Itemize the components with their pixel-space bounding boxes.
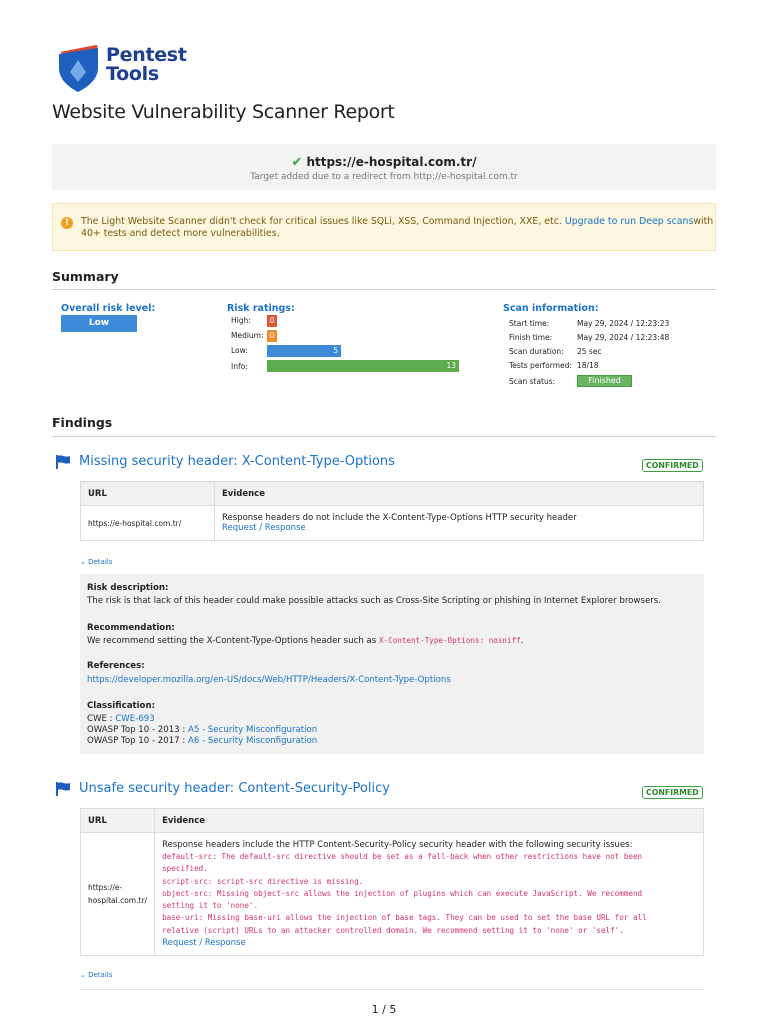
owasp-2017-link[interactable]: A6 - Security Misconfiguration [188,736,318,746]
finding-1-evidence [215,506,704,541]
scan-status-label: Scan status: [509,377,556,386]
csp-issue-line: setting it to 'none'. [162,901,259,911]
rating-info-label: Info: [231,362,248,371]
rating-high-label: High: [231,316,251,325]
rating-low-label: Low: [231,346,248,355]
upgrade-link[interactable]: Upgrade to run Deep scans [564,216,694,227]
evidence-column-header: Evidence [155,809,704,833]
scan-info-label: Scan information: [503,303,599,314]
chevron-down-icon: ⌄ [80,971,86,979]
overall-risk-label: Overall risk level: [61,303,156,314]
rating-info-bar: 13 [267,360,459,372]
finding-1-details-toggle[interactable]: ⌄ Details [80,558,113,566]
checkmark-icon: ✔ [291,155,303,170]
finding-1-evidence-table [80,481,704,541]
finding-2-evidence-table [80,808,704,956]
chevron-down-icon: ⌄ [80,558,86,566]
shield-logo-icon [56,42,102,92]
cwe-link[interactable]: CWE-693 [115,714,155,724]
reference-link[interactable]: https://developer.mozilla.org/en-US/docs/Web/HTTP/Headers/X-Content-Type-Options [87,675,451,685]
risk-description-heading: Risk description: [87,583,169,593]
flag-icon [55,782,71,796]
owasp-2013-label: OWASP Top 10 - 2013 : [87,725,186,735]
scan-duration-value: 25 sec [577,347,602,356]
finding-1-request-response-link[interactable]: Request / Response [222,523,306,533]
target-url: https://e-hospital.com.tr/ [306,155,477,169]
csp-issue-line: relative (script) URLs to an attacker controlled domain. We recommend setting it to 'none' or 'self'. [162,925,624,935]
finding-1-details-panel: Risk description: The risk is that lack of this header could make possible attacks such as Cross-Site Scripting or phishing in Internet Explorer browsers. Recommendation: We recommend setting the X-Content-Type-Options header such as X-Content-Type-Options: nosniff. References: https://developer.mozilla.org/en-US/docs/Web/HTTP/Headers/X-Content-Type-Options Classification: CWE : CWE-693 OWASP Top 10 - 2013 : A5 - Security Misconfiguration OWASP Top 10 - 2017 : A6 - Security Misconfiguration [80,574,704,754]
cwe-label: CWE : [87,714,113,724]
finding-1-url[interactable]: https://e-hospital.com.tr/ [81,506,215,541]
overall-risk-badge: Low [61,315,137,332]
finding-2-title[interactable]: Unsafe security header: Content-Security-Policy [79,781,390,796]
risk-description-text: The risk is that lack of this header could make possible attacks such as Cross-Site Scripting or phishing in Internet Explorer browsers. [87,596,661,606]
warning-after-link: with [693,216,714,227]
finding-1-confirmed-badge: CONFIRMED [642,459,703,472]
finding-2-url[interactable]: https://e- hospital.com.tr/ [81,833,155,956]
owasp-2013-link[interactable]: A5 - Security Misconfiguration [188,725,318,735]
scan-status-badge: Finished [577,375,632,387]
csp-issue-line: base-uri: Missing base-uri allows the injection of base tags. They can be used to set the base URL for all [162,913,647,923]
summary-divider [52,289,716,290]
csp-issue-line: object-src: Missing object-src allows the injection of plugins which can execute JavaScript. We recommend [162,888,643,898]
page-number: 1 / 5 [371,1003,397,1016]
finding-2-request-response-link[interactable]: Request / Response [162,937,246,948]
summary-heading: Summary [52,269,119,284]
target-note: Target added due to a redirect from http://e-hospital.com.tr [250,172,518,182]
flag-icon [55,455,71,469]
scan-duration-label: Scan duration: [509,347,564,356]
rating-low-bar: 5 [267,345,341,357]
finding-1-title[interactable]: Missing security header: X-Content-Type-Options [79,454,395,469]
recommendation-text: We recommend setting the X-Content-Type-Options header such as [87,636,377,646]
finish-time-label: Finish time: [509,333,553,342]
finding-2-evidence-text: Response headers include the HTTP Content-Security-Policy security header with the following security issues: [162,840,633,851]
owasp-2017-label: OWASP Top 10 - 2017 : [87,736,186,746]
upgrade-warning [52,203,716,251]
rating-medium-label: Medium: [231,331,264,340]
rating-high-bar: 0 [267,315,277,327]
warning-text: The Light Website Scanner didn't check for critical issues like SQLi, XSS, Command Injection, XXE, etc. [81,216,562,227]
csp-issue-line: specified. [162,864,208,874]
classification-heading: Classification: [87,701,156,711]
warning-line2: 40+ tests and detect more vulnerabilities. [81,228,280,239]
finding-2-details-toggle[interactable]: ⌄ Details [80,971,113,979]
references-heading: References: [87,661,145,671]
risk-ratings-label: Risk ratings: [227,303,295,314]
finding-1-evidence-text: Response headers do not include the X-Content-Type-Options HTTP security header [222,513,577,523]
logo-line1: Pentest [106,44,187,66]
csp-issue-line: script-src: script-src directive is missing. [162,876,364,886]
csp-issue-line: default-src: The default-src directive should be set as a fall-back when other restrictions have not been [162,852,643,862]
finish-time-value: May 29, 2024 / 12:23:48 [577,333,670,342]
target-box [52,144,716,190]
url-column-header: URL [81,482,215,506]
url-column-header: URL [81,809,155,833]
start-time-value: May 29, 2024 / 12:23:23 [577,319,670,328]
findings-heading: Findings [52,415,113,430]
tests-performed-label: Tests performed: [509,361,572,370]
logo-line2: Tools [106,63,159,85]
evidence-column-header: Evidence [215,482,704,506]
finding-2-confirmed-badge: CONFIRMED [642,786,703,799]
tests-performed-value: 18/18 [577,361,599,370]
rating-medium-bar: 0 [267,330,277,342]
report-title: Website Vulnerability Scanner Report [52,101,395,123]
start-time-label: Start time: [509,319,550,328]
findings-divider [52,436,716,437]
finding-2-evidence [155,833,704,956]
pentest-tools-logo [56,40,216,92]
recommendation-code: X-Content-Type-Options: nosniff [378,636,521,645]
recommendation-heading: Recommendation: [87,623,175,633]
bottom-divider [80,989,704,990]
warning-icon: ! [61,217,73,229]
